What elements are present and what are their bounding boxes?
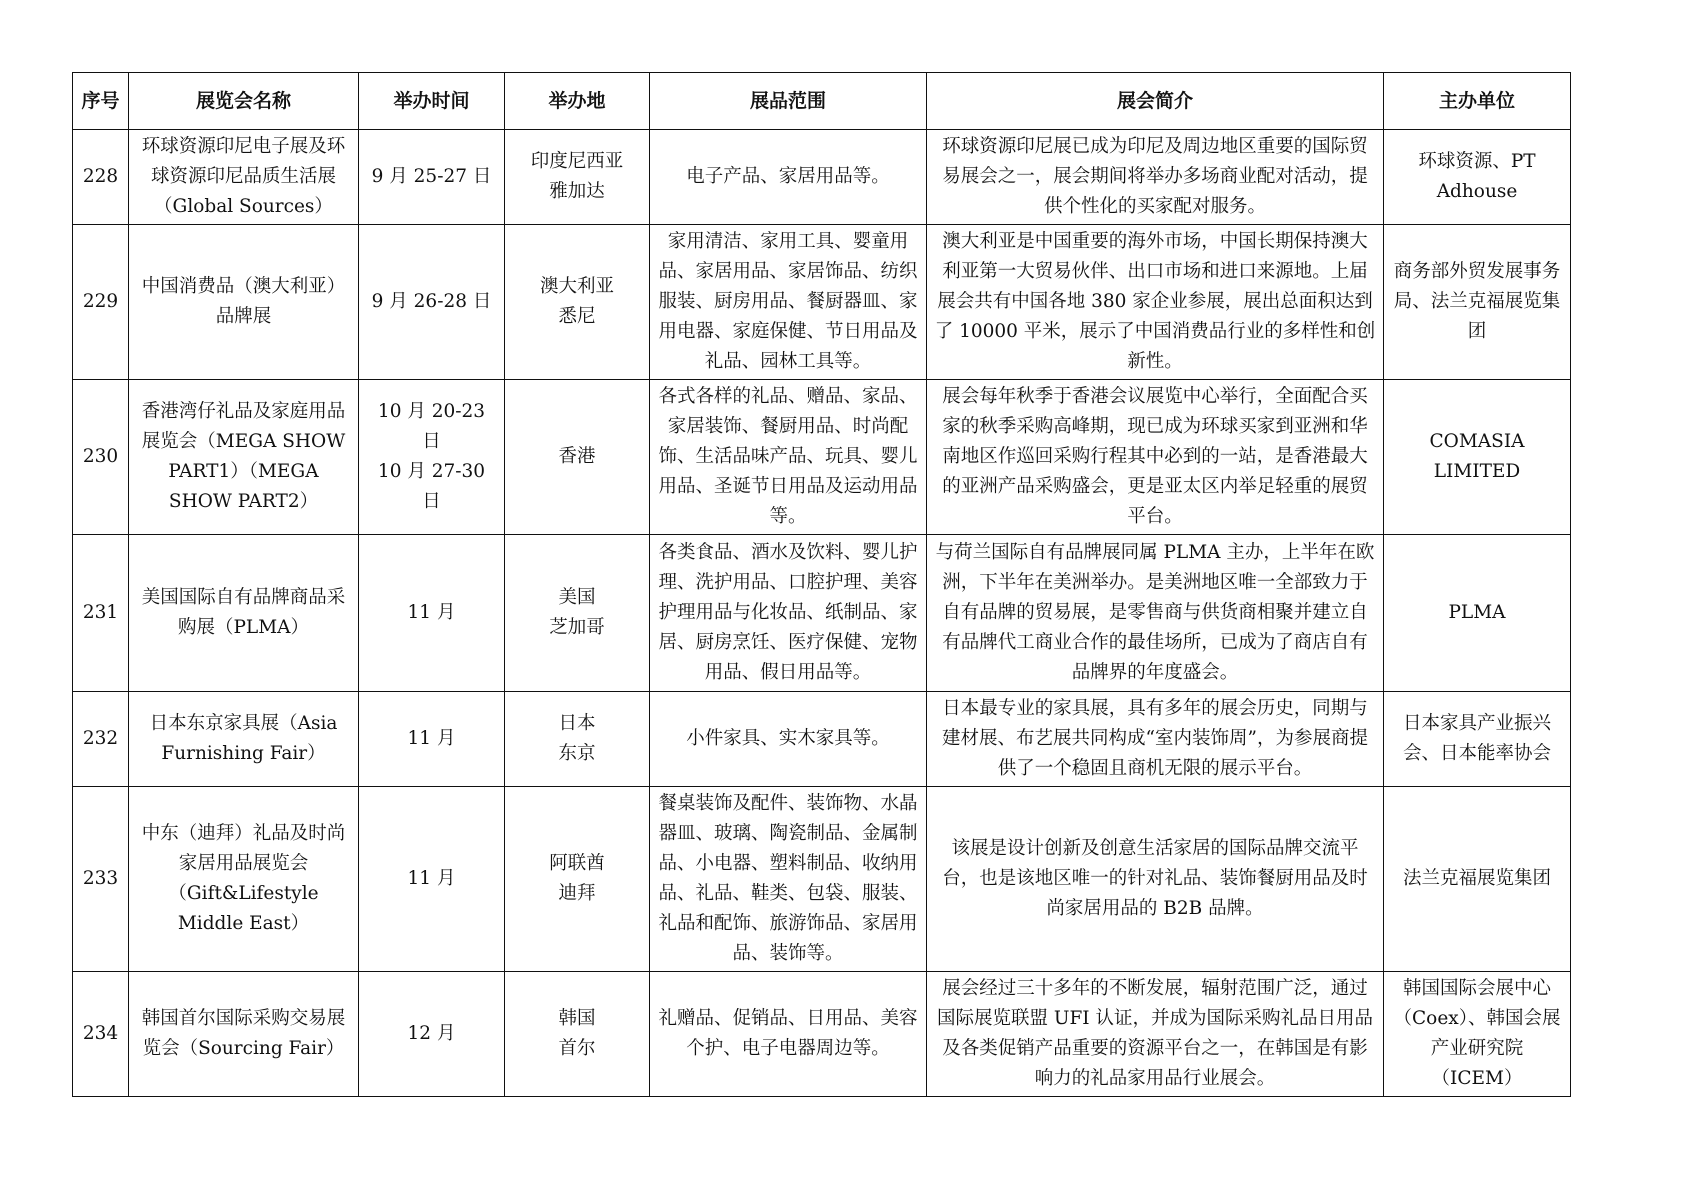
- cell-organizer: COMASIA LIMITED: [1384, 380, 1571, 535]
- cell-intro: 环球资源印尼展已成为印尼及周边地区重要的国际贸易展会之一，展会期间将举办多场商业配对活动，提供个性化的买家配对服务。: [927, 130, 1384, 225]
- cell-scope: 各类食品、酒水及饮料、婴儿护理、洗护用品、口腔护理、美容护理用品与化妆品、纸制品、家居、厨房烹饪、医疗保健、宠物用品、假日用品等。: [650, 535, 927, 692]
- table-row: [73, 130, 1571, 225]
- header-place: 举办地: [505, 73, 650, 130]
- cell-intro: 与荷兰国际自有品牌展同属 PLMA 主办，上半年在欧洲，下半年在美洲举办。是美洲地区唯一全部致力于自有品牌的贸易展，是零售商与供货商相聚并建立自有品牌代工商业合作的最佳场所，已成为了商店自有品牌界的年度盛会。: [927, 535, 1384, 692]
- cell-place-line: 澳大利亚: [539, 276, 614, 297]
- cell-place: [505, 380, 650, 535]
- header-time: 举办时间: [359, 73, 505, 130]
- cell-place-line: 香港: [558, 446, 596, 467]
- table-body: [73, 130, 1571, 1097]
- cell-scope: 各式各样的礼品、赠品、家品、家居装饰、餐厨用品、时尚配饰、生活品味产品、玩具、婴儿用品、圣诞节日用品及运动用品等。: [650, 380, 927, 535]
- cell-scope: 礼赠品、促销品、日用品、美容个护、电子电器周边等。: [650, 972, 927, 1097]
- cell-time: [359, 535, 505, 692]
- cell-place-line: 雅加达: [549, 181, 605, 202]
- table-row: [73, 787, 1571, 972]
- cell-organizer: 环球资源、PT Adhouse: [1384, 130, 1571, 225]
- cell-time-line: 11 月: [407, 602, 456, 623]
- header-intro: 展会简介: [927, 73, 1384, 130]
- cell-seq: 231: [73, 535, 129, 692]
- table-row: [73, 692, 1571, 787]
- cell-intro: 该展是设计创新及创意生活家居的国际品牌交流平台，也是该地区唯一的针对礼品、装饰餐厨用品及时尚家居用品的 B2B 品牌。: [927, 787, 1384, 972]
- table-row: [73, 380, 1571, 535]
- cell-place-line: 美国: [558, 587, 596, 608]
- cell-intro: 展会经过三十多年的不断发展，辐射范围广泛，通过国际展览联盟 UFI 认证，并成为国际采购礼品日用品及各类促销产品重要的资源平台之一，在韩国是有影响力的礼品家用品行业展会。: [927, 972, 1384, 1097]
- cell-time-line: 11 月: [407, 728, 456, 749]
- cell-intro: 展会每年秋季于香港会议展览中心举行，全面配合买家的秋季采购高峰期，现已成为环球买家到亚洲和华南地区作巡回采购行程其中必到的一站，是香港最大的亚洲产品采购盛会，更是亚太区内举足轻重的展贸平台。: [927, 380, 1384, 535]
- cell-place-line: 悉尼: [558, 306, 596, 327]
- cell-seq: 229: [73, 225, 129, 380]
- exhibitions-table: [72, 72, 1571, 1097]
- cell-intro: 日本最专业的家具展，具有多年的展会历史，同期与建材展、布艺展共同构成“室内装饰周”，为参展商提供了一个稳固且商机无限的展示平台。: [927, 692, 1384, 787]
- cell-name: 中东（迪拜）礼品及时尚家居用品展览会（Gift&Lifestyle Middle East）: [129, 787, 359, 972]
- cell-place: [505, 535, 650, 692]
- cell-organizer: 法兰克福展览集团: [1384, 787, 1571, 972]
- cell-scope: 小件家具、实木家具等。: [650, 692, 927, 787]
- cell-time-line: 11 月: [407, 868, 456, 889]
- cell-name: 日本东京家具展（Asia Furnishing Fair）: [129, 692, 359, 787]
- cell-place: [505, 130, 650, 225]
- cell-seq: 234: [73, 972, 129, 1097]
- cell-name: 韩国首尔国际采购交易展览会（Sourcing Fair）: [129, 972, 359, 1097]
- cell-place-line: 韩国: [558, 1008, 596, 1029]
- header-scope: 展品范围: [650, 73, 927, 130]
- cell-seq: 228: [73, 130, 129, 225]
- cell-time-line: 9 月 26-28 日: [371, 291, 492, 312]
- cell-place: [505, 972, 650, 1097]
- cell-organizer: 日本家具产业振兴会、日本能率协会: [1384, 692, 1571, 787]
- cell-seq: 232: [73, 692, 129, 787]
- cell-name: 中国消费品（澳大利亚）品牌展: [129, 225, 359, 380]
- cell-place-line: 日本: [558, 713, 596, 734]
- cell-seq: 233: [73, 787, 129, 972]
- cell-place-line: 芝加哥: [549, 617, 605, 638]
- cell-name: 环球资源印尼电子展及环球资源印尼品质生活展（Global Sources）: [129, 130, 359, 225]
- cell-seq: 230: [73, 380, 129, 535]
- cell-time-line: 10 月 20-23 日: [377, 401, 486, 452]
- cell-time: [359, 380, 505, 535]
- table-row: [73, 972, 1571, 1097]
- cell-place: [505, 787, 650, 972]
- header-seq: 序号: [73, 73, 129, 130]
- cell-place-line: 阿联酋: [549, 853, 605, 874]
- cell-time: [359, 972, 505, 1097]
- cell-time: [359, 692, 505, 787]
- cell-place: [505, 692, 650, 787]
- cell-organizer: 商务部外贸发展事务局、法兰克福展览集团: [1384, 225, 1571, 380]
- cell-time: [359, 130, 505, 225]
- cell-time-line: 12 月: [407, 1023, 456, 1044]
- cell-name: 美国国际自有品牌商品采购展（PLMA）: [129, 535, 359, 692]
- cell-time-line: 10 月 27-30 日: [377, 461, 486, 512]
- table-row: [73, 225, 1571, 380]
- cell-name: 香港湾仔礼品及家庭用品展览会（MEGA SHOW PART1）（MEGA SHOW PART2）: [129, 380, 359, 535]
- cell-time-line: 9 月 25-27 日: [371, 166, 492, 187]
- cell-scope: 餐桌装饰及配件、装饰物、水晶器皿、玻璃、陶瓷制品、金属制品、小电器、塑料制品、收纳用品、礼品、鞋类、包袋、服装、礼品和配饰、旅游饰品、家居用品、装饰等。: [650, 787, 927, 972]
- cell-place: [505, 225, 650, 380]
- cell-time: [359, 787, 505, 972]
- header-organizer: 主办单位: [1384, 73, 1571, 130]
- header-name: 展览会名称: [129, 73, 359, 130]
- cell-scope: 家用清洁、家用工具、婴童用品、家居用品、家居饰品、纺织服装、厨房用品、餐厨器皿、家用电器、家庭保健、节日用品及礼品、园林工具等。: [650, 225, 927, 380]
- cell-place-line: 东京: [558, 743, 596, 764]
- cell-place-line: 首尔: [558, 1038, 596, 1059]
- cell-intro: 澳大利亚是中国重要的海外市场，中国长期保持澳大利亚第一大贸易伙伴、出口市场和进口来源地。上届展会共有中国各地 380 家企业参展，展出总面积达到了 10000 平米，展示了中国消费品行业的多样性和创新性。: [927, 225, 1384, 380]
- cell-organizer: 韩国国际会展中心（Coex）、韩国会展产业研究院（ICEM）: [1384, 972, 1571, 1097]
- cell-organizer: PLMA: [1384, 535, 1571, 692]
- cell-time: [359, 225, 505, 380]
- cell-scope: 电子产品、家居用品等。: [650, 130, 927, 225]
- table-header-row: [73, 73, 1571, 130]
- table-row: [73, 535, 1571, 692]
- cell-place-line: 印度尼西亚: [530, 151, 624, 172]
- cell-place-line: 迪拜: [558, 883, 596, 904]
